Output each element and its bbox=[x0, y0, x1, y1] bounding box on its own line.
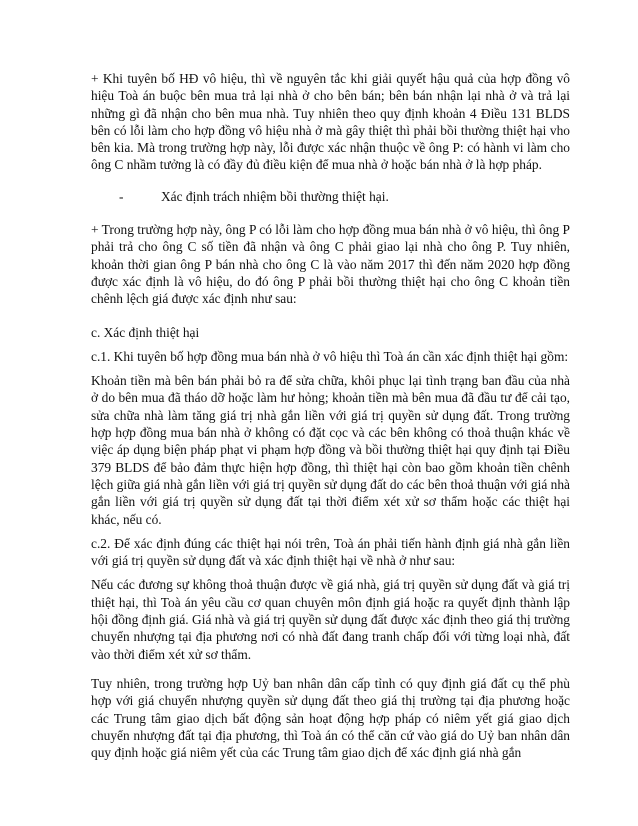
paragraph-damage-detail: Khoản tiền mà bên bán phải bỏ ra để sửa chữa, khôi phục lại tình trạng ban đầu của nhà ở do bên mua đã tháo dỡ hoặc làm hư hỏng; khoản tiền mà bên mua đã đầu tư để cải tạo, sửa chữa nhà làm tăng giá trị nhà gắn liền với giá trị quyền sử dụng đất. Trong trường hợp hợp đồng mua bán nhà ở không có đặt cọc và các bên không có thoả thuận khác về việc áp dụng biện pháp phạt vi phạm hợp đồng và bồi thường thiệt hại quy định tại Điều 379 BLDS để bảo đảm thực hiện hợp đồng, thì thiệt hại còn bao gồm khoản tiền chênh lệch giữa giá nhà gắn liền với giá trị quyền sử dụng đất do các bên thoả thuận với giá nhà gắn liền với giá trị quyền sử dụng đất tại thời điểm xét xử sơ thẩm hoặc các thiệt hại khác, nếu có. bbox=[91, 373, 570, 527]
paragraph-c2: c.2. Để xác định đúng các thiệt hại nói trên, Toà án phải tiến hành định giá nhà gắn liền với giá trị quyền sử dụng đất và xác định thiệt hại về nhà ở như sau: bbox=[91, 535, 570, 569]
dash-item-text: Xác định trách nhiệm bồi thường thiệt hại. bbox=[161, 188, 389, 204]
paragraph-liability: + Trong trường hợp này, ông P có lỗi làm cho hợp đồng mua bán nhà ở vô hiệu, thì ông P phải trả cho ông C số tiền đã nhận và ông C phải giao lại nhà cho ông P. Tuy nhiên, khoản thời gian ông P bán nhà cho ông C là vào năm 2017 thì đến năm 2020 hợp đồng được xác định là vô hiệu, do đó ông P phải bồi thường thiệt hại cho ông C khoản tiền chênh lệch giá được xác định như sau: bbox=[91, 222, 570, 307]
paragraph-consequences: + Khi tuyên bố HĐ vô hiệu, thì về nguyên tắc khi giải quyết hậu quả của hợp đồng vô hiệu Toà án buộc bên mua trả lại nhà ở cho bên bán; bên bán nhận lại nhà ở và trả lại những gì đã nhận cho bên mua nhà. Tuy nhiên theo quy định khoản 4 Điều 131 BLDS bên có lỗi làm cho hợp đồng vô hiệu nhà ở mà gây thiệt thì phải bồi thường thiệt hại vho bên kia. Mà trong trường hợp này, lỗi được xác nhận thuộc về ông P: có hành vi làm cho ông C nhầm tưởng là có đầy đủ điều kiện để mua nhà ở hoặc bán nhà ở là hợp pháp. bbox=[91, 71, 570, 173]
paragraph-valuation: Nếu các đương sự không thoả thuận được về giá nhà, giá trị quyền sử dụng đất và giá trị thiệt hại, thì Toà án yêu cầu cơ quan chuyên môn định giá hoặc ra quyết định thành lập hội đồng định giá. Giá nhà và giá trị quyền sử dụng đất được xác định theo giá thị trường chuyển nhượng tại địa phương nơi có nhà đất đang tranh chấp đối với từng loại nhà, đất vào thời điểm xét xử sơ thẩm. bbox=[91, 577, 570, 662]
dash-item-liability bbox=[91, 188, 570, 205]
dash-bullet: - bbox=[119, 188, 124, 204]
paragraph-provincial-price: Tuy nhiên, trong trường hợp Uỷ ban nhân dân cấp tỉnh có quy định giá đất cụ thể phù hợp với giá chuyển nhượng quyền sử dụng đất theo giá thị trường tại địa phương hoặc các Trung tâm giao dịch bất động sản hoạt động hợp pháp có niêm yết giá giao dịch chuyển nhượng đất tại địa phương, thì Toà án có thể căn cứ vào giá do Uỷ ban nhân dân quy định hoặc giá niêm yết của các Trung tâm giao dịch để xác định giá nhà gắn bbox=[91, 675, 570, 761]
heading-damage: c. Xác định thiệt hại bbox=[91, 324, 200, 340]
paragraph-c1: c.1. Khi tuyên bố hợp đồng mua bán nhà ở vô hiệu thì Toà án cần xác định thiệt hại gồm: bbox=[91, 348, 569, 364]
